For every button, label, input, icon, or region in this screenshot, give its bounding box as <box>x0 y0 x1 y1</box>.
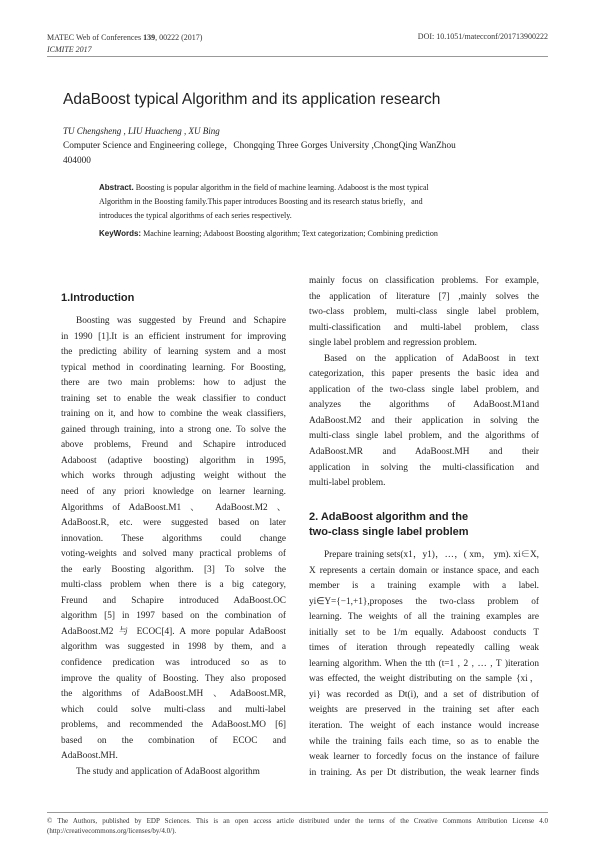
text-line: application of the two-class single label problem, and <box>309 384 539 395</box>
header-rule <box>47 56 548 57</box>
section-heading-introduction: 1.Introduction <box>61 292 135 304</box>
text-line: AdaBoost.MR and AdaBoost.MH and their <box>309 447 539 458</box>
section2-body <box>309 548 539 781</box>
text-line: confidence predication was introduced so as to <box>61 658 286 669</box>
text-line: algorithm [5] in 1997 based on the combination of <box>61 611 286 622</box>
doi: DOI: 10.1051/matecconf/201713900222 <box>417 32 548 41</box>
text-line: problems, and recommended the AdaBoost.MO [6] <box>61 720 286 731</box>
text-line: multi-class problem when there is a big category, <box>61 580 286 591</box>
text-line: which works through adjusting weight without the <box>61 471 286 482</box>
abstract <box>99 181 494 223</box>
text-line: improve the quality of Boosting. They also proposed <box>61 673 286 684</box>
affiliation <box>63 139 513 169</box>
text-line: Algorithms of AdaBoost.M1 、 AdaBoost.M2 、 <box>61 502 286 513</box>
text-line: innovation. These algorithms could change <box>61 533 286 544</box>
text-line: while the training fails each time, so as to enable the <box>309 736 539 747</box>
introduction-body <box>61 314 286 780</box>
journal-name: MATEC Web of Conferences <box>47 33 144 42</box>
text-line: the algorithms of AdaBoost.MH 、AdaBoost.MR, <box>61 689 286 700</box>
text-line: in training. As per Dt distribution, the weak learner finds <box>309 767 539 778</box>
abstract-line: Algorithm in the Boosting family.This paper introduces Boosting and its research status briefly，and <box>99 197 423 206</box>
affiliation-line: Computer Science and Engineering college，Chongqing Three Gorges University ,ChongQing WanZhou <box>63 141 456 151</box>
affiliation-line: 404000 <box>63 156 91 166</box>
text-line: AdaBoost.M2 与 ECOC[4]. A more popular AdaBoost <box>61 626 286 637</box>
text-line: typical method in coordinating learning. For Boosting, <box>61 362 286 373</box>
text-line: initially set to be 1/m equally. Adaboost conducts T <box>309 627 539 638</box>
text-line: application in solving the multi-classification and <box>309 462 539 473</box>
text-line: Freund and Schapire introduced AdaBoost.OC <box>61 595 286 606</box>
text-line: weights are preserved in the training set after each <box>309 705 539 716</box>
text-line: multi-class single label problem, and the algorithms of <box>309 431 539 442</box>
section-heading-adaboost: 2. AdaBoost algorithm and the two-class single label problem <box>309 511 469 538</box>
text-line: Based on the application of AdaBoost in text <box>324 353 539 364</box>
text-line: yi} was recorded as Dt(i), and a set of distribution of <box>309 689 539 700</box>
text-line: above problems, Freund and Schapire introduced <box>61 440 286 451</box>
text-line: single label problem and regression problem. <box>309 338 477 349</box>
text-line: gained through training, into a strong one. To solve the <box>61 424 286 435</box>
text-line: training on it, and how to combine the weak classifiers, <box>61 409 286 420</box>
text-line: two-class problem, multi-class single label problem, <box>309 307 539 318</box>
journal-volume: 139 <box>143 33 156 42</box>
text-line: multi-label problem. <box>309 478 386 489</box>
right-column-body <box>309 274 539 492</box>
text-line: need of any priori knowledge on learner learning. <box>61 487 286 498</box>
text-line: voting-weights and solved many practical problems of <box>61 549 286 560</box>
text-line: training set to enable the weak classifier to conduct <box>61 393 286 404</box>
text-line: algorithm was suggested in 1998 by them, and a <box>61 642 286 653</box>
text-line: X represents a certain domain or instance space, and each <box>309 565 539 576</box>
text-line: there are two main problems: how to adjust the <box>61 378 286 389</box>
text-line: AdaBoost.R, etc. were suggested based on later <box>61 518 286 529</box>
conference-name: ICMITE 2017 <box>47 45 92 54</box>
text-line: learning algorithm. When the tth (t=1 , 2 , … , T )iteration <box>309 658 539 669</box>
text-line: the predicting ability of learning system and a most <box>61 347 286 358</box>
journal-article-number: , 00222 (2017) <box>155 33 203 42</box>
journal-citation <box>47 32 202 44</box>
abstract-line: Abstract. Boosting is popular algorithm in the field of machine learning. Adaboost is the most typical <box>99 183 429 192</box>
text-line: which could solve multi-class and multi-label <box>61 704 286 715</box>
keywords-label: KeyWords: <box>99 229 142 238</box>
text-line: Adaboost (adaptive boosting) algorithm in 1995, <box>61 455 286 466</box>
abstract-line: introduces the typical algorithms of each series respectively. <box>99 211 292 220</box>
text-line: iteration. The weight of each instance would increase <box>309 721 539 732</box>
text-line: in 1990 [1].It is an efficient instrument for improving <box>61 331 286 342</box>
authors: TU Chengsheng , LIU Huacheng , XU Bing <box>63 126 220 136</box>
text-line: member is a training example with a label. <box>309 581 539 592</box>
text-line: weak learner to forcedly focus on the instance of failure <box>309 752 539 763</box>
license-footer: © The Authors, published by EDP Sciences. This is an open access article distributed under the terms of the Creative Commons Attribution License 4.0 (http://creativecommons.org/licenses/by/4.0/). <box>47 817 548 835</box>
footer-rule <box>47 812 548 813</box>
text-line: AdaBoost.MH. <box>61 751 118 762</box>
text-line: was effected, the weight distributing on the sample {xi， <box>309 674 539 685</box>
text-line: categorization, this paper presents the basic idea and <box>309 369 539 380</box>
text-line: mainly focus on classification problems. For example, <box>309 276 539 286</box>
paper-title: AdaBoost typical Algorithm and its application research <box>63 91 441 108</box>
abstract-label: Abstract. <box>99 183 134 192</box>
text-line: the early Boosting algorithm. [3] To solve the <box>61 564 286 575</box>
text-line: learning. The weights of all the training examples are <box>309 612 539 623</box>
keywords: KeyWords: Machine learning; Adaboost Boosting algorithm; Text categorization; Combining prediction <box>99 229 438 238</box>
text-line: multi-classification and multi-label problem, class <box>309 322 539 333</box>
text-line: yi∈Y={−1,+1},proposes the two-class problem of <box>309 596 539 607</box>
text-line: times of iteration through repeatedly calling weak <box>309 643 539 654</box>
text-line: Boosting was suggested by Freund and Schapire <box>76 316 286 326</box>
running-header <box>47 32 202 56</box>
text-line: AdaBoost.M2 and their application in solving the <box>309 415 539 426</box>
text-line: the application of literature [7] ,mainly solves the <box>309 291 539 302</box>
text-line: The study and application of AdaBoost algorithm <box>76 766 260 777</box>
text-line: Prepare training sets(x1，y1)，…，( xm， ym). xi∈X, <box>324 550 539 560</box>
text-line: analyzes the algorithms of AdaBoost.M1and <box>309 400 539 411</box>
text-line: based on the combination of ECOC and <box>61 735 286 746</box>
